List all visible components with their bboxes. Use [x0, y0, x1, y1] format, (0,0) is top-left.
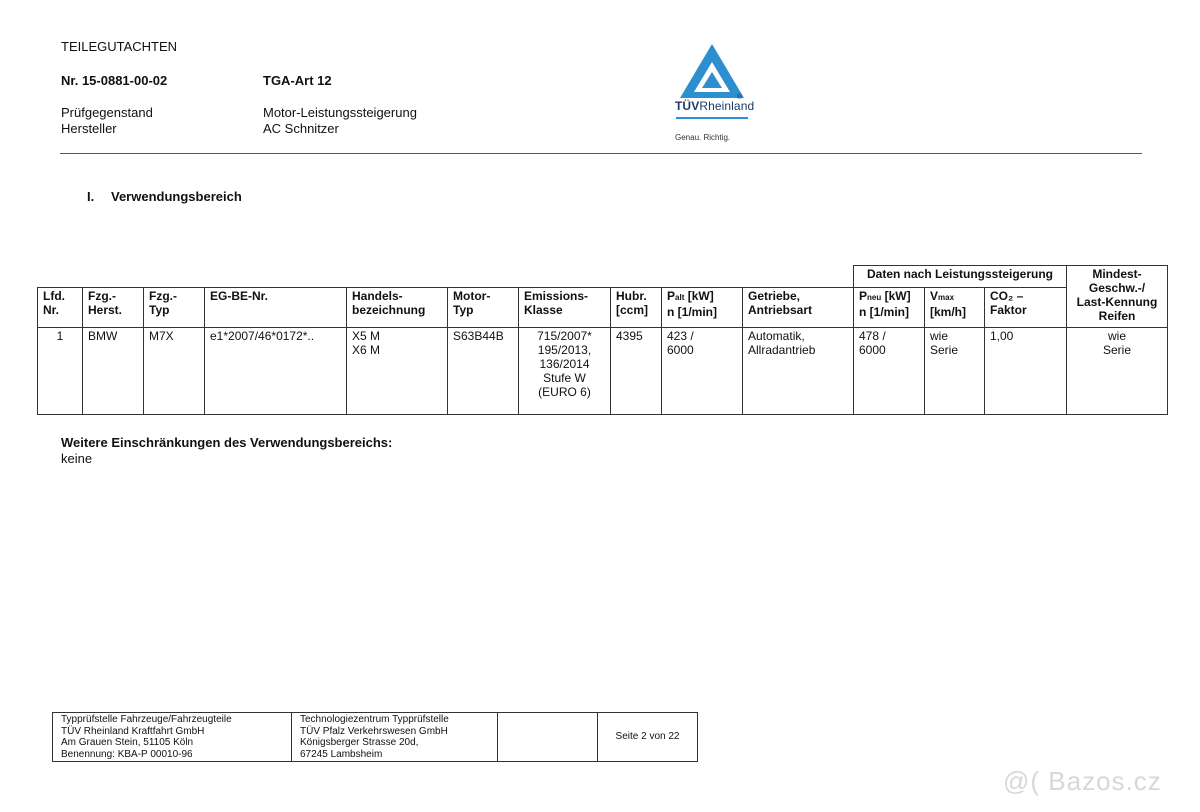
group-header: Daten nach Leistungssteigerung	[854, 266, 1067, 288]
footer-empty-cell	[498, 713, 598, 762]
restrictions-title: Weitere Einschränkungen des Verwendungsbereichs:	[61, 435, 393, 450]
cell-emission: 715/2007* 195/2013, 136/2014 Stufe W (EURO 6)	[519, 328, 611, 415]
cell-hubr: 4395	[611, 328, 662, 415]
cell-mindest: wie Serie	[1067, 328, 1168, 415]
registered-mark: ®	[737, 94, 743, 101]
value-hersteller: AC Schnitzer	[263, 121, 339, 136]
document-title: TEILEGUTACHTEN	[61, 39, 178, 54]
restrictions-value: keine	[61, 451, 93, 466]
cell-lfd: 1	[38, 328, 83, 415]
header-co2: CO₂ – Faktor	[985, 288, 1067, 328]
footer-table	[52, 712, 698, 762]
cell-getriebe: Automatik, Allradantrieb	[743, 328, 854, 415]
cell-handel: X5 M X6 M	[347, 328, 448, 415]
tuv-rheinland-logo-icon	[672, 40, 755, 145]
cell-egbe: e1*2007/46*0172*..	[205, 328, 347, 415]
value-pruefgegenstand: Motor-Leistungssteigerung	[263, 105, 417, 120]
logo-wordmark: TÜVRheinland	[675, 99, 755, 113]
header-hubr: Hubr. [ccm]	[611, 288, 662, 328]
footer-pruefstelle-koeln: Typprüfstelle Fahrzeuge/Fahrzeugteile TÜV Rheinland Kraftfahrt GmbH Am Grauen Stein, 51105 Köln Benennung: KBA-P 00010-96	[53, 713, 292, 762]
cell-typ: M7X	[144, 328, 205, 415]
bazos-watermark: @( Bazos.cz	[1003, 766, 1162, 796]
header-vmax: Vmax [km/h]	[925, 288, 985, 328]
cell-pneu: 478 / 6000	[854, 328, 925, 415]
cell-herst: BMW	[83, 328, 144, 415]
header-typ: Fzg.- Typ	[144, 288, 205, 328]
header-handel: Handels- bezeichnung	[347, 288, 448, 328]
header-palt: Palt [kW] n [1/min]	[662, 288, 743, 328]
table-row	[38, 328, 1168, 415]
header-mindest: Mindest- Geschw.-/ Last-Kennung Reifen	[1067, 266, 1168, 328]
document-number: Nr. 15-0881-00-02	[61, 73, 168, 88]
header-lfd-nr: Lfd. Nr.	[38, 288, 83, 328]
header-getriebe: Getriebe, Antriebsart	[743, 288, 854, 328]
logo-underline	[676, 117, 748, 119]
header-emission: Emissions- Klasse	[519, 288, 611, 328]
label-pruefgegenstand: Prüfgegenstand	[61, 105, 153, 120]
header-herst: Fzg.- Herst.	[83, 288, 144, 328]
section-title: Verwendungsbereich	[111, 189, 242, 204]
logo-tagline: Genau. Richtig.	[675, 133, 731, 142]
page-number: Seite 2 von 22	[598, 713, 698, 762]
header-motor: Motor- Typ	[448, 288, 519, 328]
footer-pruefstelle-lambsheim: Technologiezentrum Typprüfstelle TÜV Pfalz Verkehrswesen GmbH Königsberger Strasse 20d, 67245 Lambsheim	[292, 713, 498, 762]
header-pneu: Pneu [kW] n [1/min]	[854, 288, 925, 328]
cell-palt: 423 / 6000	[662, 328, 743, 415]
header-egbe: EG-BE-Nr.	[205, 288, 347, 328]
header-divider	[60, 153, 1142, 154]
label-hersteller: Hersteller	[61, 121, 117, 136]
section-number: I.	[87, 189, 95, 204]
cell-vmax: wie Serie	[925, 328, 985, 415]
vehicle-data-table	[37, 265, 1168, 415]
tga-art: TGA-Art 12	[263, 73, 332, 88]
cell-motor: S63B44B	[448, 328, 519, 415]
cell-co2: 1,00	[985, 328, 1067, 415]
